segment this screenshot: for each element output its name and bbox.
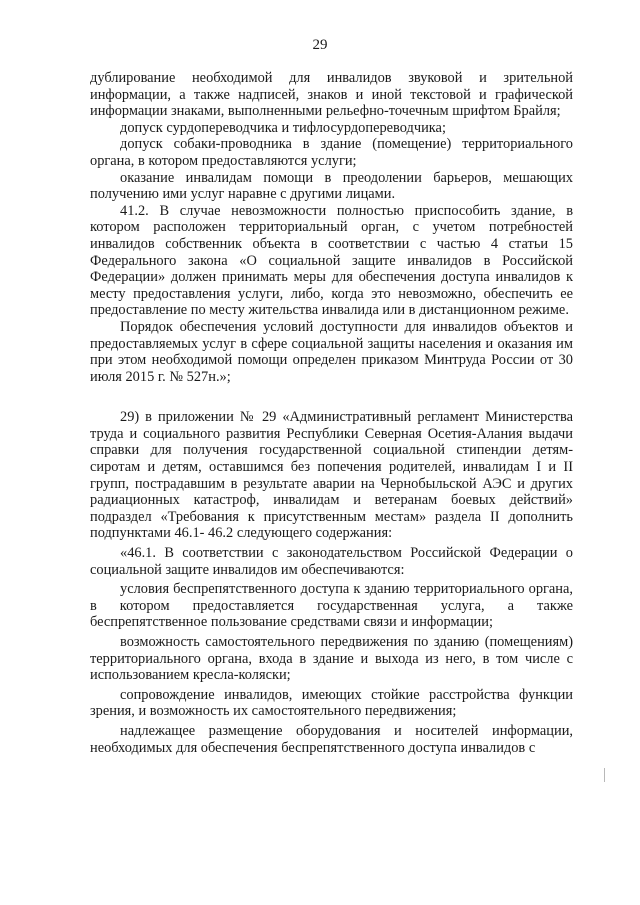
paragraph-movement: возможность самостоятельного передвижения по зданию (помещениям) территориального органа, входа в здание и выхода из него, в том числе с использованием кресла-коляски; [90, 634, 573, 684]
paragraph-guide-dog: допуск собаки-проводника в здание (помещение) территориального органа, в котором предоставляются услуги; [90, 136, 573, 169]
paragraph-equipment: надлежащее размещение оборудования и носителей информации, необходимых для обеспечения беспрепятственного доступа инвалидов с [90, 722, 573, 756]
paragraph-46-1: «46.1. В соответствии с законодательством Российской Федерации о социальной защите инвалидов им обеспечиваются: [90, 545, 573, 578]
paragraph-access-conditions: условия беспрепятственного доступа к зданию территориального органа, в котором предоставляется государственная услуга, а также беспрепятственное пользование средствами связи и информации; [90, 581, 573, 631]
paragraph-barrier-assistance: оказание инвалидам помощи в преодолении барьеров, мешающих получению ими услуг наравне с другими лицами. [90, 169, 573, 203]
margin-scan-mark [604, 768, 605, 782]
page-number: 29 [312, 37, 328, 53]
document-body [90, 70, 573, 756]
paragraph-41-2: 41.2. В случае невозможности полностью приспособить здание, в котором расположен территориальный орган, с учетом потребностей инвалидов собственник объекта в соответствии с частью 4 статьи 15 Федерального закона «О социальной защите инвалидов в Российской Федерации» должен принимать меры для обеспечения доступа инвалидов к месту предоставления услуги, либо, когда это невозможно, обеспечить ее предоставление по месту жительства инвалида или в дистанционном режиме. [90, 202, 573, 319]
paragraph-item-29: 29) в приложении № 29 «Административный регламент Министерства труда и социального развития Республики Северная Осетия-Алания выдачи справки для получения государственной социальной стипендии детям-сиротам и детям, оставшимся без попечения родителей, инвалидам I и II групп, пострадавшим в результате аварии на Чернобыльской АЭС и других радиационных катастроф, инвалидам и ветеранам боевых действий» подраздел «Требования к присутственным местам» раздела II дополнить подпунктами 46.1- 46.2 следующего содержания: [90, 409, 573, 542]
paragraph-escort: сопровождение инвалидов, имеющих стойкие расстройства функции зрения, и возможность их самостоятельного передвижения; [90, 686, 573, 720]
paragraph-braille: дублирование необходимой для инвалидов звуковой и зрительной информации, а также надписей, знаков и иной текстовой и графической информации знаками, выполненными рельефно-точечным шрифтом Брайля; [90, 70, 573, 120]
paragraph-sign-interpreter: допуск сурдопереводчика и тифлосурдопереводчика; [120, 119, 446, 136]
paragraph-procedure: Порядок обеспечения условий доступности для инвалидов объектов и предоставляемых услуг в сфере социальной защиты населения и оказания им при этом необходимой помощи определен приказом Минтруда России от 30 июля 2015 г. № 527н.»; [90, 318, 573, 385]
